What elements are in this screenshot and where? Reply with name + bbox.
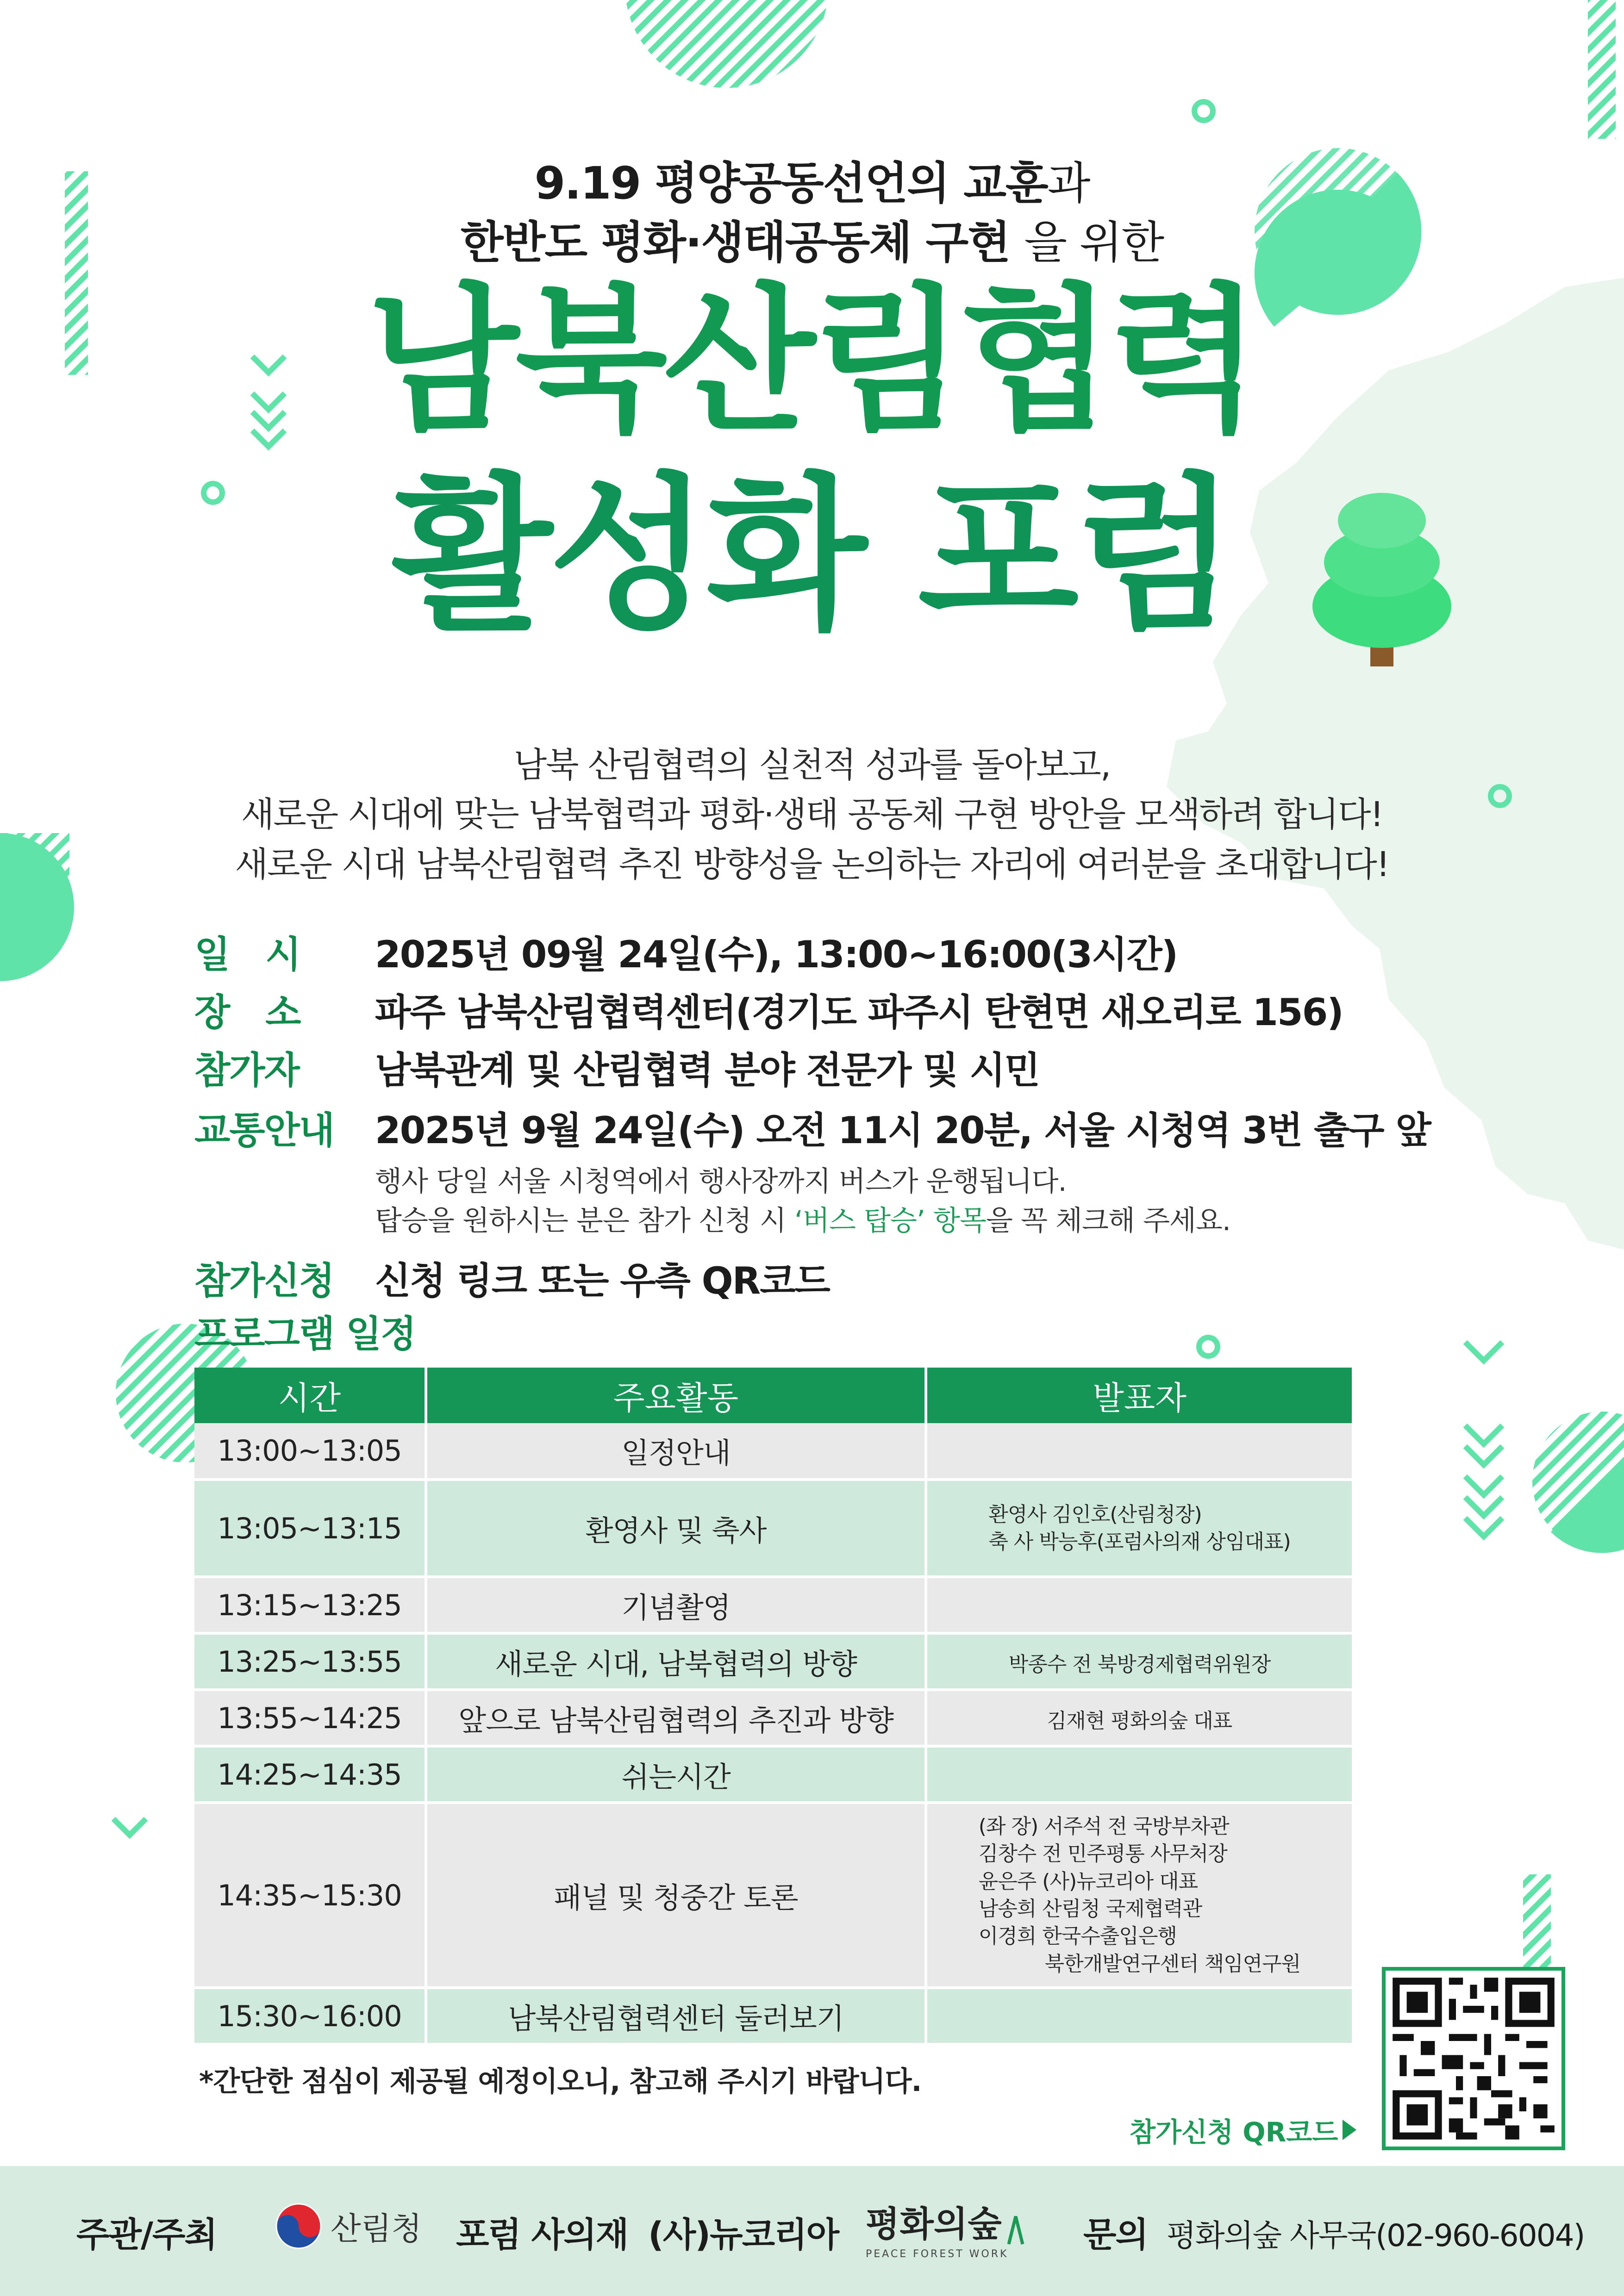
header-speaker: 발표자 <box>926 1368 1352 1423</box>
table-header <box>194 1368 1352 1423</box>
table-row: 13:25~13:55 새로운 시대, 남북협력의 방향 박종수 전 북방경제협력위원장 <box>194 1633 1352 1690</box>
qr-code[interactable] <box>1382 1967 1565 2150</box>
table-row: 13:05~13:15 환영사 및 축사 환영사 김인호(산림청장) 축 사 박능후(포럼사의재 상임대표) <box>194 1480 1352 1577</box>
peace-forest-mark-icon <box>1006 2214 1025 2246</box>
intro-text: 남북 산림협력의 실천적 성과를 돌아보고, 새로운 시대에 맞는 남북협력과 평화·생태 공동체 구현 방안을 모색하려 합니다! 새로운 시대 남북산림협력 추진 방향성을 논의하는 자리에 여러분을 초대합니다! <box>235 745 1389 884</box>
subtitle-line-1: 9.19 평양공동선언의 교훈과 <box>534 157 1090 209</box>
taeguk-logo-icon <box>273 2201 324 2252</box>
arrow-right-icon <box>1343 2120 1356 2140</box>
info-place: 장 소 파주 남북산림협력센터(경기도 파주시 탄현면 새오리로 156) <box>194 990 1343 1034</box>
header-time: 시간 <box>194 1368 426 1423</box>
table-row: 14:35~15:30 패널 및 청중간 토론 (좌 장) 서주석 전 국방부차관 김창수 전 민주평통 사무처장 윤은주 (사)뉴코리아 대표 남송희 산림청 국제협력관 이경희 한국수출입은행 북한개발연구센터 책임연구원 <box>194 1803 1352 1988</box>
table-row: 13:00~13:05 일정안내 <box>194 1423 1352 1480</box>
org-forum-sauijae: 포럼 사의재 <box>456 2215 628 2255</box>
speaker-list: (좌 장) 서주석 전 국방부차관 김창수 전 민주평통 사무처장 윤은주 (사)뉴코리아 대표 남송희 산림청 국제협력관 이경희 한국수출입은행 북한개발연구센터 책임연구원 <box>978 1814 1301 1976</box>
forest-service-name: 산림청 <box>331 2210 422 2247</box>
chevron-icon <box>1465 1342 1502 1537</box>
title-line-2: 활성화 포럼 <box>391 458 1233 652</box>
qr-code-pattern <box>1386 1971 1562 2147</box>
host-label: 주관/주최 <box>76 2215 217 2255</box>
org-newkorea: (사)뉴코리아 <box>648 2215 839 2255</box>
program-table <box>194 1368 1352 2046</box>
info-transport: 교통안내 2025년 9월 24일(수) 오전 11시 20분, 서울 시청역 3번 출구 앞 <box>194 1108 1430 1152</box>
transport-note-2: 탑승을 원하시는 분은 참가 신청 시 ‘버스 탑승’ 항목을 꼭 체크해 주세요. <box>375 1205 1230 1237</box>
circle-outline-icon <box>1194 102 1213 120</box>
qr-caption[interactable]: 참가신청 QR코드 <box>1130 2110 1356 2149</box>
speaker-list: 환영사 김인호(산림청장) 축 사 박능후(포럼사의재 상임대표) <box>988 1502 1291 1554</box>
title-line-1: 남북산림협력 <box>367 269 1257 453</box>
table-row: 14:25~14:35 쉬는시간 <box>194 1746 1352 1803</box>
striped-bar <box>1588 0 1616 139</box>
chevron-icon <box>113 1819 146 1835</box>
program-heading: 프로그램 일정 <box>194 1312 416 1356</box>
subtitle-line-2: 한반도 평화·생태공동체 구현 을 위한 <box>460 217 1164 268</box>
info-date: 일 시 2025년 09월 24일(수), 13:00~16:00(3시간) <box>194 933 1178 976</box>
peace-forest-logo: 평화의숲 PEACE FOREST WORK <box>866 2196 1025 2260</box>
info-participants: 참가자 남북관계 및 산림협력 분야 전문가 및 시민 <box>194 1048 1039 1092</box>
circle-outline-icon <box>1199 1338 1218 1356</box>
forest-service-logo <box>273 2201 422 2252</box>
striped-circle <box>625 0 829 88</box>
contact-label: 문의 <box>1083 2215 1148 2255</box>
header-activity: 주요활동 <box>426 1368 926 1423</box>
transport-note-1: 행사 당일 서울 시청역에서 행사장까지 버스가 운행됩니다. <box>375 1165 1067 1198</box>
table-row: 15:30~16:00 남북산림협력센터 둘러보기 <box>194 1988 1352 2044</box>
info-apply: 참가신청 신청 링크 또는 우측 QR코드 <box>194 1259 830 1302</box>
contact-value: 평화의숲 사무국(02-960-6004) <box>1167 2218 1585 2253</box>
lunch-footnote: *간단한 점심이 제공될 예정이오니, 참고해 주시기 바랍니다. <box>199 2066 922 2098</box>
table-row: 13:55~14:25 앞으로 남북산림협력의 추진과 방향 김재현 평화의숲 대표 <box>194 1690 1352 1746</box>
table-row: 13:15~13:25 기념촬영 <box>194 1577 1352 1633</box>
